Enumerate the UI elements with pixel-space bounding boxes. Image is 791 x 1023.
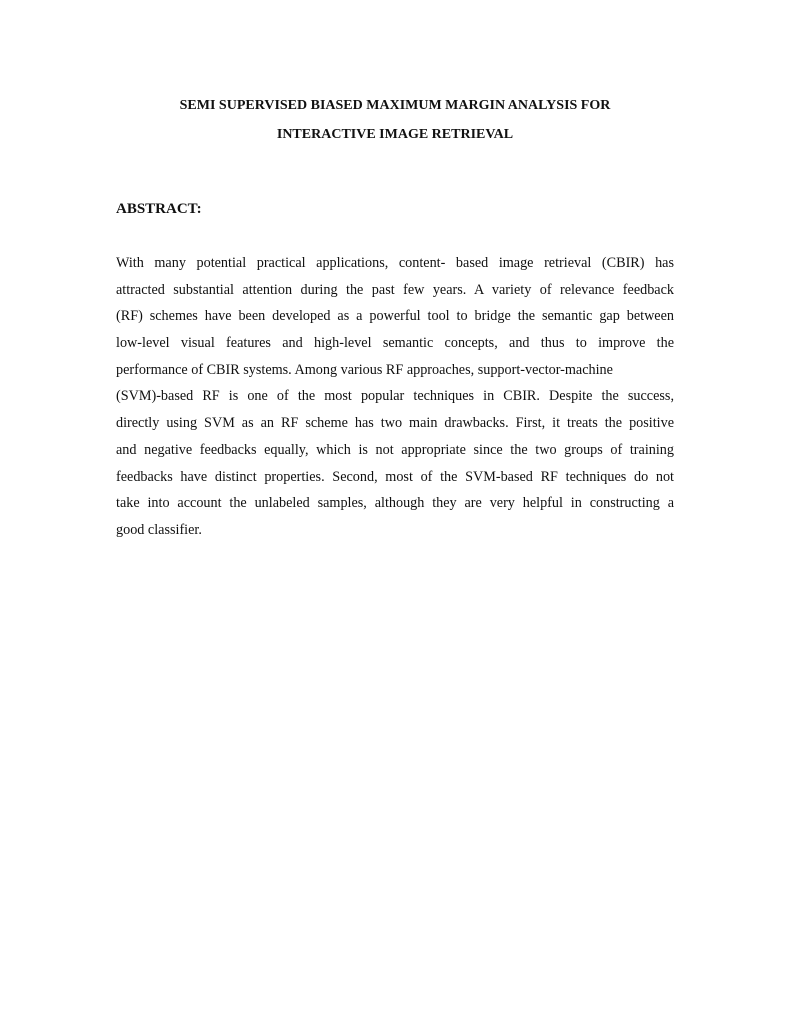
paper-title	[116, 91, 674, 149]
title-line-2: INTERACTIVE IMAGE RETRIEVAL	[276, 127, 514, 142]
abstract-heading: ABSTRACT:	[116, 201, 202, 217]
abstract-line: With many potential practical applications, content- based image retrieval (CBIR) has	[116, 255, 674, 271]
abstract-line: good classifier.	[116, 521, 202, 538]
abstract-line: feedbacks have distinct properties. Second, most of the SVM-based RF techniques do not	[116, 468, 674, 485]
abstract-line: (SVM)-based RF is one of the most popular techniques in CBIR. Despite the success,	[116, 388, 674, 405]
abstract-line: directly using SVM as an RF scheme has two main drawbacks. First, it treats the positive	[116, 415, 674, 432]
abstract-line: and negative feedbacks equally, which is not appropriate since the two groups of training	[116, 441, 674, 458]
abstract-line: take into account the unlabeled samples, although they are very helpful in constructing a	[116, 495, 674, 512]
abstract-line: (RF) schemes have been developed as a powerful tool to bridge the semantic gap between	[116, 308, 674, 325]
abstract-line: attracted substantial attention during the past few years. A variety of relevance feedback	[116, 281, 674, 298]
abstract-line: low-level visual features and high-level semantic concepts, and thus to improve the	[116, 335, 674, 352]
abstract-body	[116, 250, 674, 544]
abstract-line: performance of CBIR systems. Among various RF approaches, support-vector-machine	[116, 361, 613, 378]
title-line-1: SEMI SUPERVISED BIASED MAXIMUM MARGIN ANALYSIS FOR	[179, 98, 611, 113]
